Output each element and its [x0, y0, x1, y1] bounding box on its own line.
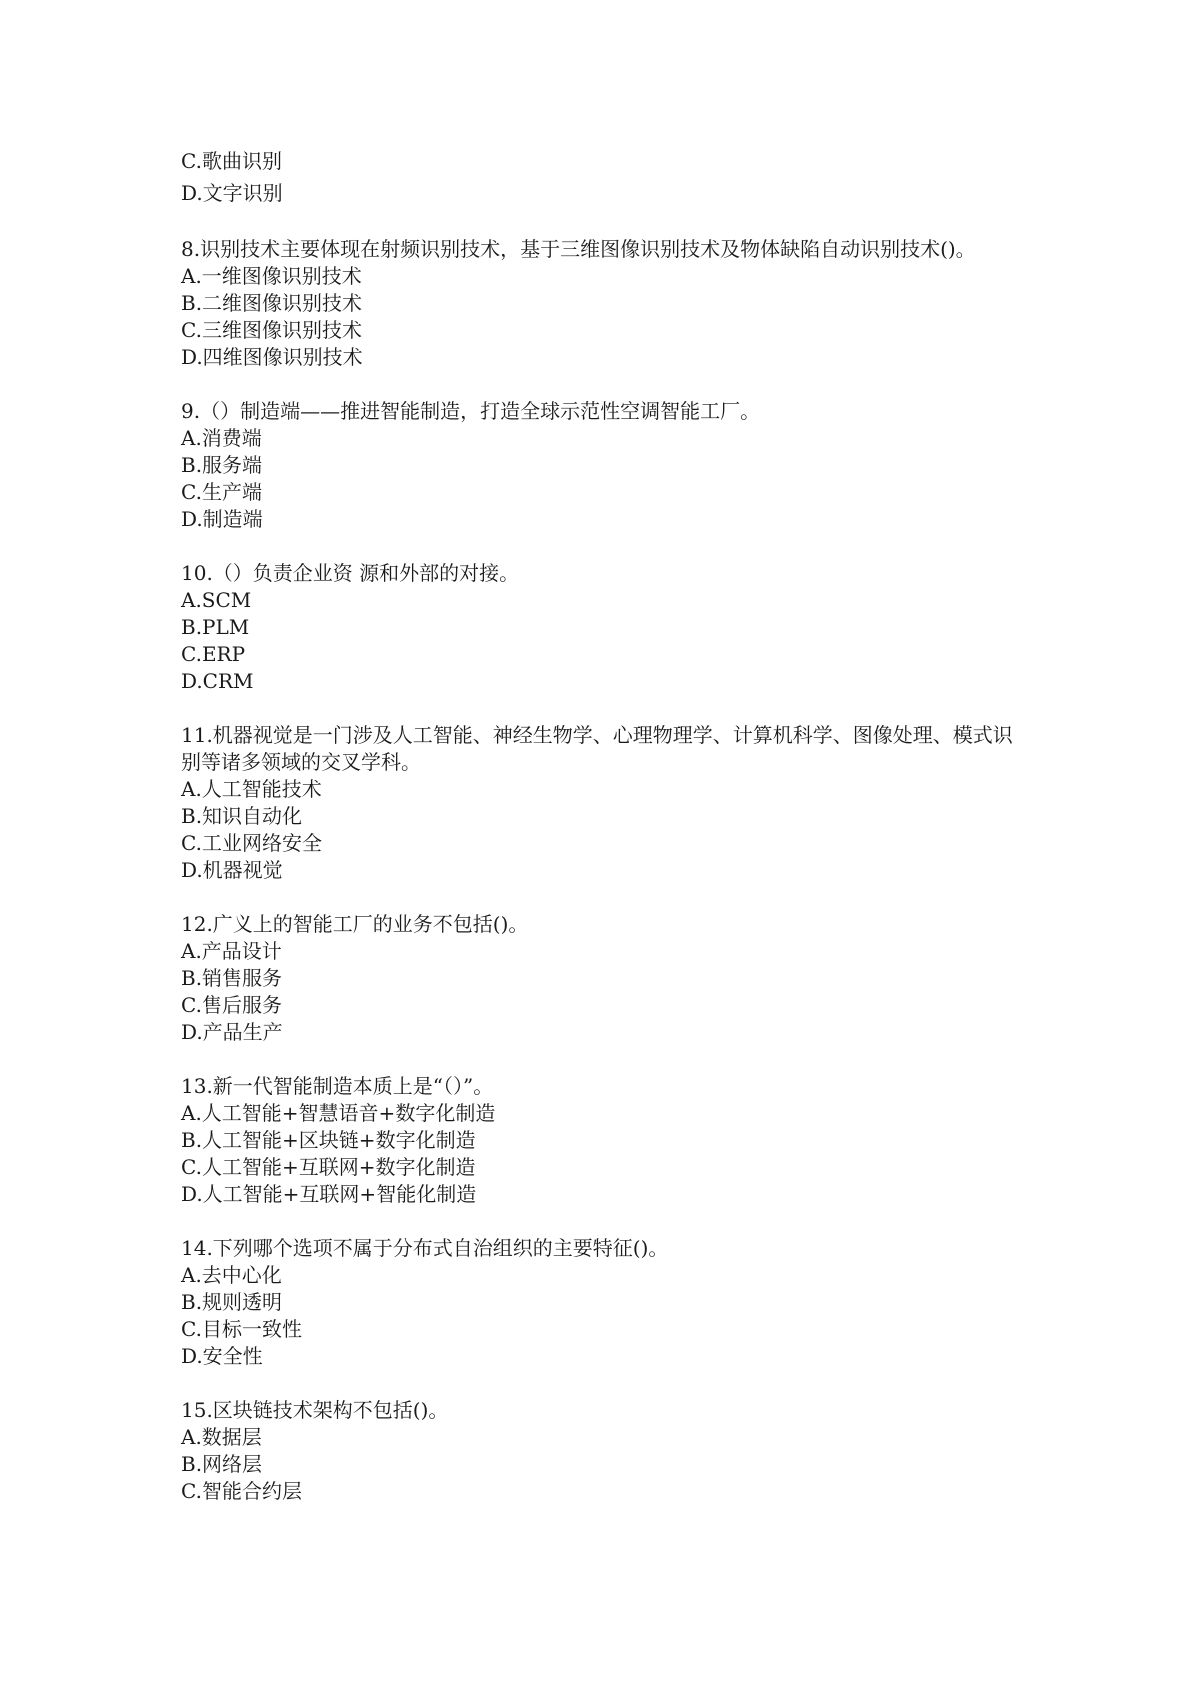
- option-b: B.网络层: [181, 1452, 263, 1476]
- option-c: C.人工智能+互联网+数字化制造: [181, 1155, 476, 1179]
- option-d: D.制造端: [181, 507, 263, 531]
- option-d: D.四维图像识别技术: [181, 345, 363, 369]
- question-stem: 15.区块链技术架构不包括()。: [181, 1398, 449, 1422]
- option-c: C.目标一致性: [181, 1317, 302, 1341]
- question-stem: 14.下列哪个选项不属于分布式自治组织的主要特征()。: [181, 1236, 669, 1260]
- option-a: A.人工智能+智慧语音+数字化制造: [181, 1101, 496, 1125]
- question-15: [181, 1397, 1031, 1505]
- option-a: A.SCM: [181, 588, 252, 612]
- question-8: [181, 236, 1031, 371]
- option-d: D.产品生产: [181, 1020, 283, 1044]
- question-13: [181, 1073, 1031, 1208]
- document-page: [181, 145, 1031, 1532]
- question-11: [181, 722, 1031, 884]
- option-b: B.服务端: [181, 453, 263, 477]
- option-a: A.数据层: [181, 1425, 262, 1449]
- question-stem: 8.识别技术主要体现在射频识别技术，基于三维图像识别技术及物体缺陷自动识别技术()。: [181, 237, 976, 261]
- option-c: C.生产端: [181, 480, 262, 504]
- question-14: [181, 1235, 1031, 1370]
- option-b: B.PLM: [181, 615, 250, 639]
- option: D.文字识别: [181, 181, 283, 205]
- option-b: B.人工智能+区块链+数字化制造: [181, 1128, 476, 1152]
- option: C.歌曲识别: [181, 149, 282, 173]
- option-b: B.知识自动化: [181, 804, 303, 828]
- question-10: [181, 560, 1031, 695]
- option-d: D.机器视觉: [181, 858, 283, 882]
- option-d: D.安全性: [181, 1344, 263, 1368]
- option-c: C.工业网络安全: [181, 831, 322, 855]
- option-a: A.去中心化: [181, 1263, 282, 1287]
- option-d: D.CRM: [181, 669, 254, 693]
- leading-options: [181, 145, 1031, 209]
- question-stem: 12.广义上的智能工厂的业务不包括()。: [181, 912, 529, 936]
- option-d: D.人工智能+互联网+智能化制造: [181, 1182, 477, 1206]
- option-b: B.销售服务: [181, 966, 283, 990]
- option-c: C.智能合约层: [181, 1479, 302, 1503]
- option-c: C.售后服务: [181, 993, 282, 1017]
- question-stem: 10.（）负责企业资 源和外部的对接。: [181, 561, 520, 585]
- option-b: B.二维图像识别技术: [181, 291, 363, 315]
- option-a: A.人工智能技术: [181, 777, 322, 801]
- option-a: A.一维图像识别技术: [181, 264, 362, 288]
- option-b: B.规则透明: [181, 1290, 283, 1314]
- question-12: [181, 911, 1031, 1046]
- option-c: C.三维图像识别技术: [181, 318, 362, 342]
- option-a: A.产品设计: [181, 939, 282, 963]
- option-c: C.ERP: [181, 642, 246, 666]
- question-stem: 9.（）制造端——推进智能制造，打造全球示范性空调智能工厂。: [181, 399, 761, 423]
- question-stem: 13.新一代智能制造本质上是“（）”。: [181, 1074, 494, 1098]
- question-9: [181, 398, 1031, 533]
- question-stem: 11.机器视觉是一门涉及人工智能、神经生物学、心理物理学、计算机科学、图像处理、模式识别等诸多领域的交叉学科。: [181, 723, 1013, 774]
- option-a: A.消费端: [181, 426, 262, 450]
